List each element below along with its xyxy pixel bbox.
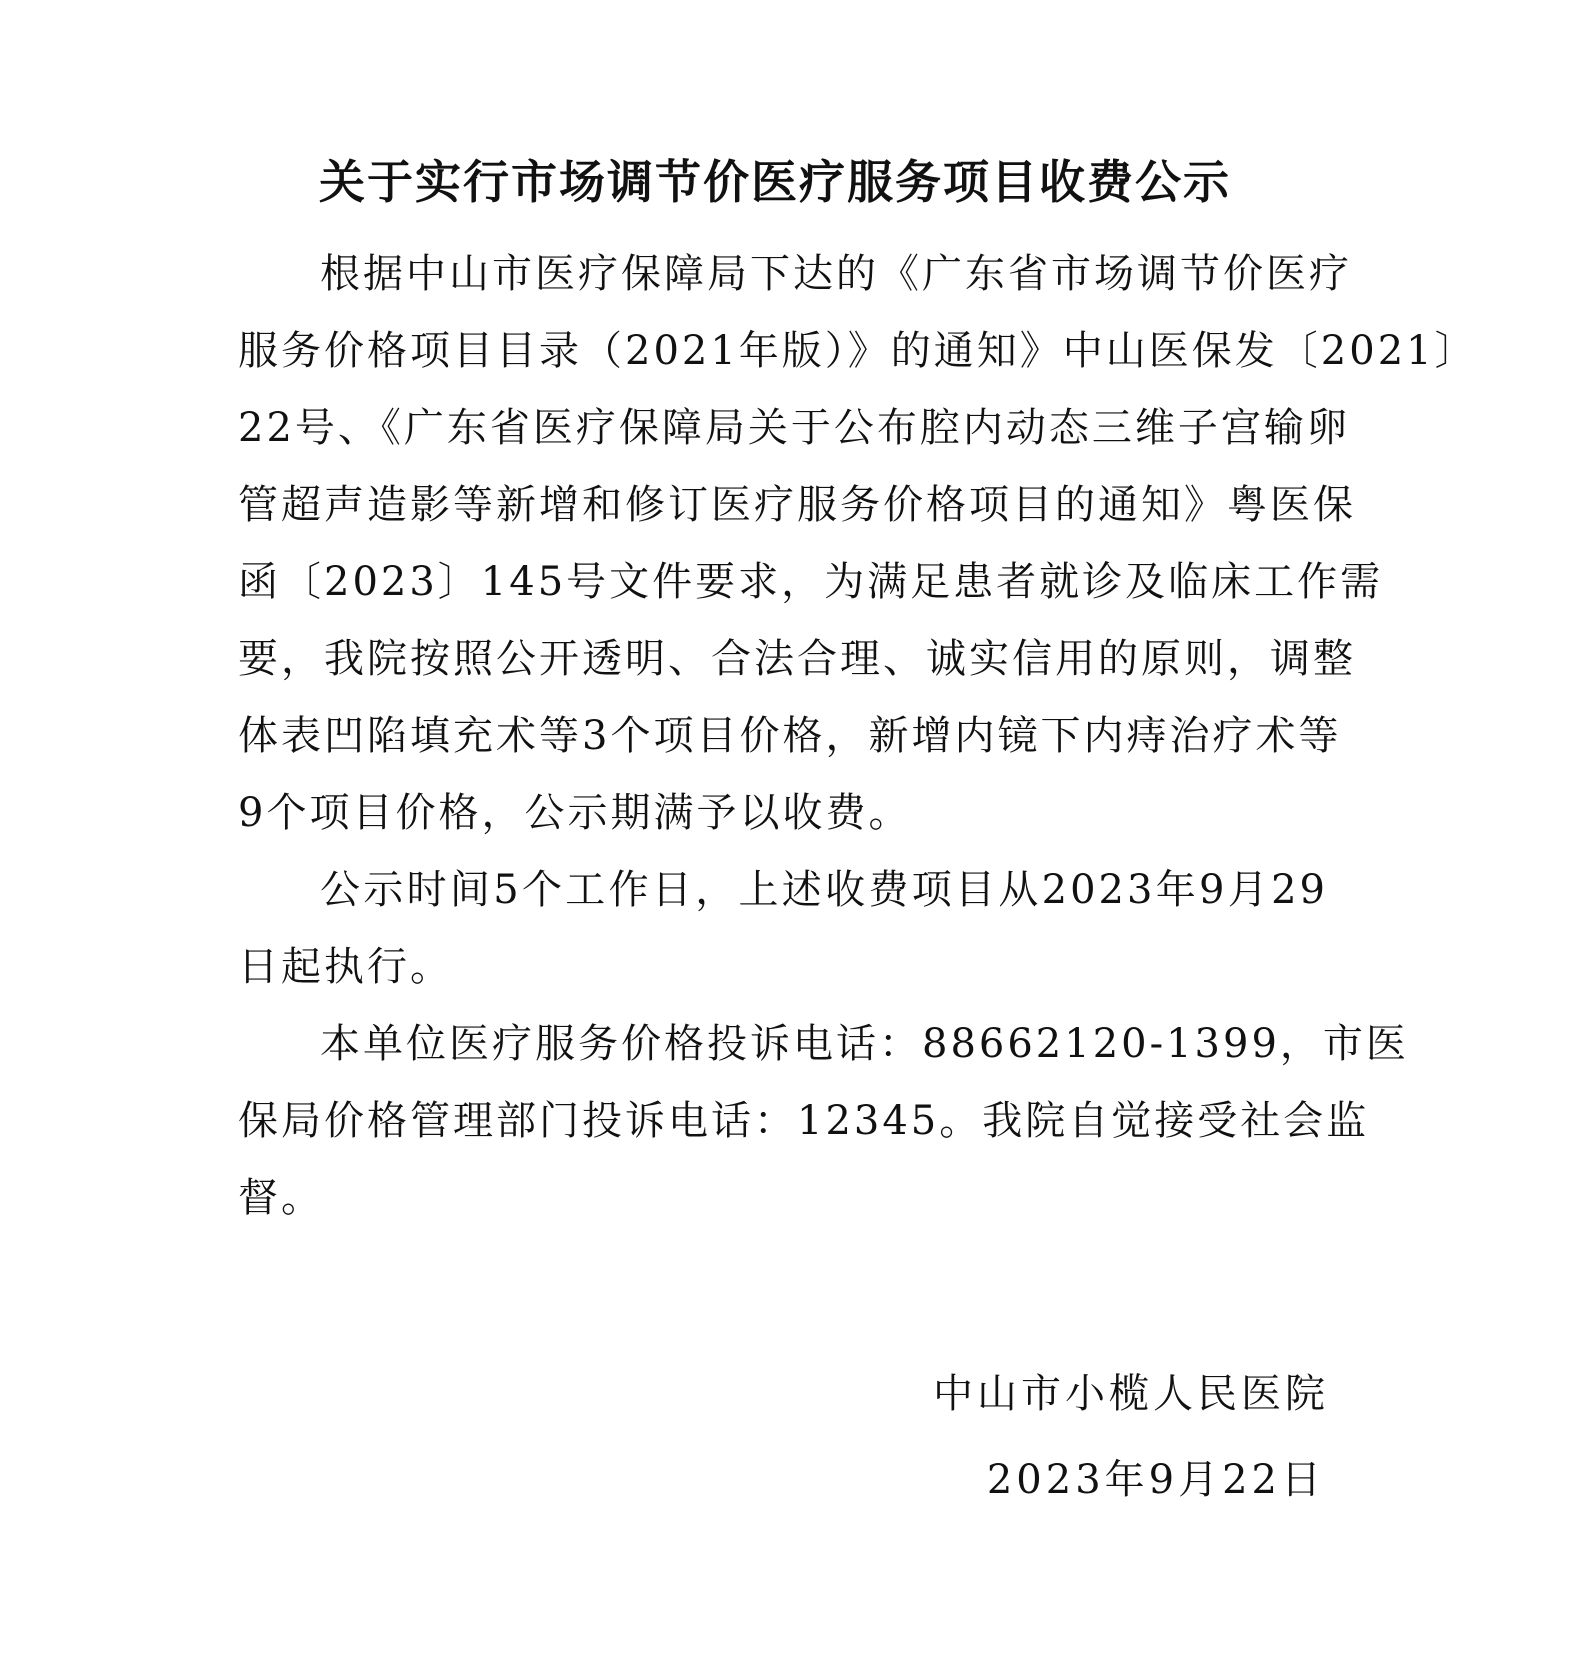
paragraph-3-line: 保局价格管理部门投诉电话：12345。我院自觉接受社会监	[238, 1098, 1370, 1144]
paragraph-1-line: 管超声造影等新增和修订医疗服务价格项目的通知》粤医保	[238, 482, 1356, 528]
paragraph-1-line: 要，我院按照公开透明、合法合理、诚实信用的原则，调整	[238, 636, 1356, 682]
document-body	[238, 236, 1478, 1237]
paragraph-2-line: 日起执行。	[238, 944, 453, 990]
paragraph-1-line: 体表凹陷填充术等3个项目价格，新增内镜下内痔治疗术等	[238, 713, 1342, 759]
signature-date: 2023年9月22日	[986, 1457, 1325, 1503]
paragraph-3-line: 本单位医疗服务价格投诉电话：88662120-1399，市医	[320, 1021, 1409, 1067]
paragraph-1-line: 函〔2023〕145号文件要求，为满足患者就诊及临床工作需	[238, 559, 1384, 605]
document-title: 关于实行市场调节价医疗服务项目收费公示	[319, 155, 1231, 209]
paragraph-1-line: 22号、《广东省医疗保障局关于公布腔内动态三维子宫输卵	[238, 405, 1350, 451]
paragraph-3-line: 督。	[238, 1175, 324, 1221]
paragraph-1-line: 9个项目价格，公示期满予以收费。	[238, 790, 912, 836]
paragraph-1-line: 根据中山市医疗保障局下达的《广东省市场调节价医疗	[320, 251, 1352, 297]
paragraph-2-line: 公示时间5个工作日，上述收费项目从2023年9月29	[320, 867, 1328, 913]
signature-organization: 中山市小榄人民医院	[933, 1371, 1329, 1417]
paragraph-1-line: 服务价格项目目录（2021年版）》的通知》中山医保发〔2021〕	[238, 328, 1478, 374]
